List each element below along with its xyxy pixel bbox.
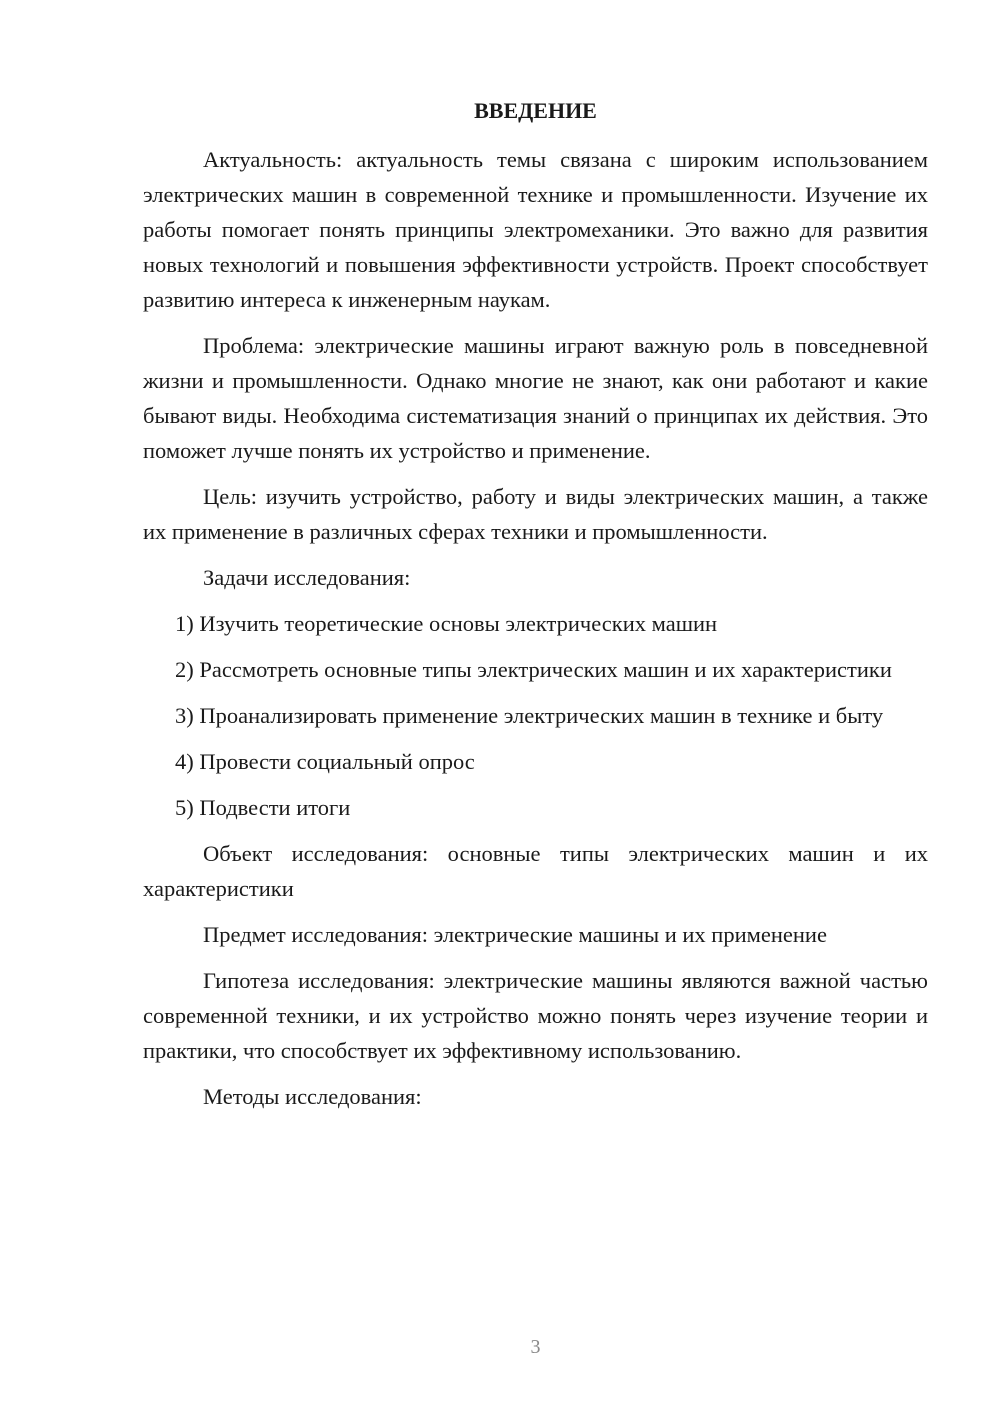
paragraph-subject: Предмет исследования: электрические машины и их применение	[203, 922, 827, 947]
list-item-task-2: 2) Рассмотреть основные типы электрических машин и их характеристики	[175, 657, 892, 682]
paragraph-problem: Проблема: электрические машины играют важную роль в повседневной жизни и промышленности. Однако многие не знают, как они работают и какие бывают виды. Необходима систематизация знаний о принципах их действия. Это поможет лучше понять их устройство и применение.	[143, 333, 928, 463]
page-number: 3	[530, 1336, 541, 1358]
section-heading: ВВЕДЕНИЕ	[474, 98, 597, 123]
document-body	[143, 142, 928, 1125]
list-item-task-3: 3) Проанализировать применение электрических машин в технике и быту	[175, 703, 884, 728]
paragraph-hypothesis: Гипотеза исследования: электрические машины являются важной частью современной техники, и их устройство можно понять через изучение теории и практики, что способствует их эффективному использованию.	[143, 968, 928, 1063]
paragraph-object: Объект исследования: основные типы электрических машин и их характеристики	[143, 841, 928, 901]
paragraph-tasks-title: Задачи исследования:	[203, 565, 411, 590]
paragraph-methods-title: Методы исследования:	[203, 1084, 422, 1109]
paragraph-goal: Цель: изучить устройство, работу и виды электрических машин, а также их применение в различных сферах техники и промышленности.	[143, 484, 928, 544]
list-item-task-4: 4) Провести социальный опрос	[175, 749, 475, 774]
list-item-task-5: 5) Подвести итоги	[175, 795, 351, 820]
list-item-task-1: 1) Изучить теоретические основы электрических машин	[175, 611, 718, 636]
paragraph-relevance: Актуальность: актуальность темы связана с широким использованием электрических машин в современной технике и промышленности. Изучение их работы помогает понять принципы электромеханики. Это важно для развития новых технологий и повышения эффективности устройств. Проект способствует развитию интереса к инженерным наукам.	[143, 147, 928, 312]
document-page	[143, 0, 928, 1414]
